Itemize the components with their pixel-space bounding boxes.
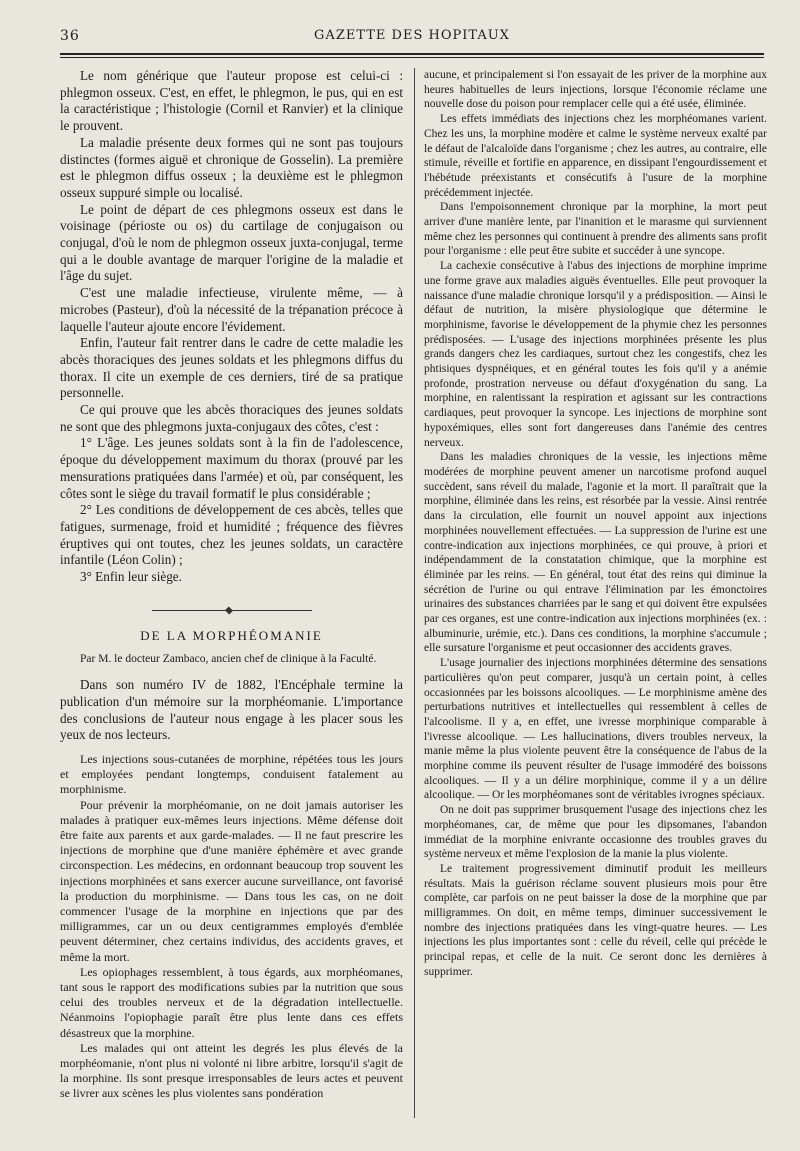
paragraph: 2° Les conditions de développement de ces abcès, telles que fatigues, surmenage, froid et humidité ; fréquence des fièvres éruptives qui ont toutes, chez les jeunes soldats, un caractère infantile (Léon Colin) ; (60, 502, 403, 568)
column-divider (414, 68, 415, 1118)
paragraph: Les effets immédiats des injections chez les morphéomanes varient. Chez les uns, la morphine modère et calme le système nerveux exalté par le défaut de l'alcaloïde dans l'organisme ; chez les autres, au contraire, elle stimule, réveille et fortifie en apparence, en dissipant l'engourdissement et l'hébétude préexistants et consécutifs à l'usure de la morphine précédemment injectée. (424, 113, 767, 199)
paragraph: Le nom générique que l'auteur propose est celui-ci : phlegmon osseux. C'est, en effet, le phlegmon, le pus, qui en est la caractéristique ; l'histologie (Cornil et Ranvier) et la clinique le prouvent. (60, 68, 403, 134)
right-column (424, 68, 767, 980)
paragraph: La maladie présente deux formes qui ne sont pas toujours distinctes (formes aiguë et chronique de Gosselin). La première est le phlegmon diffus osseux ; la deuxième est le phlegmon osseux suppuré simple ou localisé. (60, 134, 403, 200)
paragraph: Pour prévenir la morphéomanie, on ne doit jamais autoriser les malades à pratiquer eux-mêmes leurs injections. Même défense doit être faite aux parents et aux garde-malades. — Il ne faut prescrire les injections de morphine que d'une manière éphémère et avec grande circonspection. Les médecins, en ordonnant beaucoup trop souvent les injections morphinées et sans exercer aucune surveillance, ont favorisé la production du morphinisme. — Dans tous les cas, on ne doit commencer l'usage de la morphine en injections que par des milligrammes, car un ou deux centigrammes employés d'emblée peuvent déterminer, chez certains individus, des accidents graves, et même la mort. (60, 797, 403, 964)
paragraph: Ce qui prouve que les abcès thoraciques des jeunes soldats ne sont que des phlegmons juxta-conjugaux des côtes, c'est : (60, 402, 403, 434)
paragraph: 1° L'âge. Les jeunes soldats sont à la fin de l'adolescence, époque du développement maximum du thorax (prouvé par les mensurations pratiquées dans l'armée) et où, par conséquent, les côtes sont le siège du travail formatif le plus considérable ; (60, 435, 403, 501)
paragraph: C'est une maladie infectieuse, virulente même, — à microbes (Pasteur), d'où la nécessité de la trépanation précoce à laquelle l'auteur ajoute encore l'évidement. (60, 285, 403, 334)
paragraph: Dans l'empoisonnement chronique par la morphine, la mort peut arriver d'une manière lente, par l'inanition et le marasme qui surviennent même chez les personnes qui continuent à prendre des aliments sans profit pour l'organisme : elle peut être subite et succéder à une syncope. (424, 201, 767, 258)
paragraph: La cachexie consécutive à l'abus des injections de morphine imprime une forme grave aux maladies aiguës éventuelles. Elle peut provoquer la naissance d'une maladie chronique lorsqu'il y a prédisposition. — Ainsi le défaut de nutrition, la misère physiologique que détermine le morphinisme, favorise le développement de la phymie chez les personnes prédisposées. — L'usage des injections morphinées présente les plus grands dangers chez les cardiaques, surtout chez les congestifs, chez les phtisiques dyspnéiques, et en général toutes les fois qu'il y a anémie profonde, prostration nerveuse ou défaut d'oxygénation du sang. La morphine, en ralentissant la respiration et agissant sur les contractions cardiaques, peut provoquer la syncope. Les injections de morphine sont hypoxémiques, elles sont fort dangereuses dans l'anémie des centres nerveux. (424, 260, 767, 449)
header-rule-thick (60, 53, 764, 55)
paragraph: aucune, et principalement si l'on essayait de les priver de la morphine aux heures habituelles de leurs injections, lorsque l'économie réclame une nouvelle dose du poison pour remplacer celle qui a été usée, éliminée. (424, 69, 767, 111)
paragraph: L'usage journalier des injections morphinées détermine des sensations particulières qu'on peut comparer, jusqu'à un certain point, à celles occasionnées par les boissons alcooliques. — Le morphinisme amène des perturbations nutritives et intellectuelles qui ressemblent à celles de l'alcoolisme. Il y a, en effet, une ivresse morphinique comparable à l'ivresse alcoolique. — Les hallucinations, divers troubles nerveux, la manie même la plus violente peuvent être la conséquence de l'abus de la morphine comme ils peuvent résulter de l'usage immodéré des boissons alcooliques. — Il y a un délire morphinique, comme il y a un délire alcoolique. — Or les morphéomanes sont de véritables ivrognes spéciaux. (424, 657, 767, 802)
article-intro: Dans son numéro IV de 1882, l'Encéphale termine la publication d'un mémoire sur la morphéomanie. L'importance des conclusions de l'auteur nous engage à les placer sous les yeux de nos lecteurs. (60, 677, 403, 743)
paragraph: Les malades qui ont atteint les degrés les plus élevés de la morphéomanie, n'ont plus ni volonté ni libre arbitre, lorsqu'il s'agit de la morphine. Ils sont presque irresponsables de leurs actes et peuvent se livrer aux scènes les plus violentes sans pondération (60, 1040, 403, 1101)
article-title: DE LA MORPHÉOMANIE (140, 627, 323, 643)
paragraph: Les injections sous-cutanées de morphine, répétées tous les jours et employées pendant longtemps, conduisent fatalement au morphinisme. (60, 752, 403, 797)
article-body (60, 752, 403, 1102)
journal-title: GAZETTE DES HOPITAUX (314, 28, 510, 43)
section-separator (152, 606, 312, 616)
paragraph: Les opiophages ressemblent, à tous égards, aux morphéomanes, tant sous le rapport des modifications subies par la nutrition que sous celui des troubles nerveux et de la dégradation intellectuelle. Néanmoins l'opiophagie paraît être plus lente dans ces effets désastreux que la morphine. (60, 964, 403, 1040)
left-column (60, 68, 403, 1102)
page-header (60, 28, 764, 48)
paragraph: Dans les maladies chroniques de la vessie, les injections même modérées de morphine peuvent amener un narcotisme profond auquel succèdent, sans réveil du malade, l'agonie et la mort. Il paraîtrait que la morphine, éliminée dans les reins, est résorbée par la vessie. Ainsi rentrée dans la circulation, elle fournit un nouvel appoint aux injections morphinées nouvellement effectuées. — La suppression de l'urine est une contre-indication aux injections morphinées, ce qui prouve, à priori et indépendamment de la constatation chimique, que la morphine est éliminée par les reins. — En général, tout état des reins qui diminue la sécrétion de l'urine ou qui entrave l'élimination par les émonctoires urinaires des substances charriées par le sang et qui doivent être expulsées par ces organes, est une contre-indication aux injections morphinées (ex. : albuminurie, urémie, etc.). Dans ces conditions, la morphine s'accumule ; elle sursature l'organisme et peut occasionner des accidents graves. (424, 451, 767, 655)
paragraph: On ne doit pas supprimer brusquement l'usage des injections chez les morphéomanes, car, de même que pour les dipsomanes, l'abandon immédiat de la morphine enivrante occasionne des troubles graves du système nerveux et même l'explosion de la manie la plus violente. (424, 804, 767, 861)
page-number: 36 (60, 28, 80, 44)
header-rule-thin (60, 57, 764, 58)
paragraph: 3° Enfin leur siège. (80, 569, 182, 585)
article-byline: Par M. le docteur Zambaco, ancien chef de clinique à la Faculté. (80, 652, 377, 665)
paragraph: Enfin, l'auteur fait rentrer dans le cadre de cette maladie les abcès thoraciques des jeunes soldats et les phlegmons diffus du thorax. Il cite un exemple de ces derniers, tiré de sa pratique personnelle. (60, 335, 403, 401)
paragraph: Le point de départ de ces phlegmons osseux est dans le voisinage (périoste ou os) du cartilage de conjugaison ou conjugal, d'où le nom de phlegmon osseux juxta-conjugal, terme qui a le double avantage de marquer l'origine de la maladie et l'âge du sujet. (60, 201, 403, 284)
paragraph: Le traitement progressivement diminutif produit les meilleurs résultats. Mais la guérison réclame souvent plusieurs mois pour être complète, car parfois on ne peut baisser la dose de la morphine que par milligrammes. On doit, en même temps, diminuer successivement le nombre des injections pratiquées dans les vingt-quatre heures. — Les injections les plus importantes sont : celle du réveil, celle qui précède le principal repas, et celle de la nuit. Ce seront donc les dernières à supprimer. (424, 862, 767, 978)
